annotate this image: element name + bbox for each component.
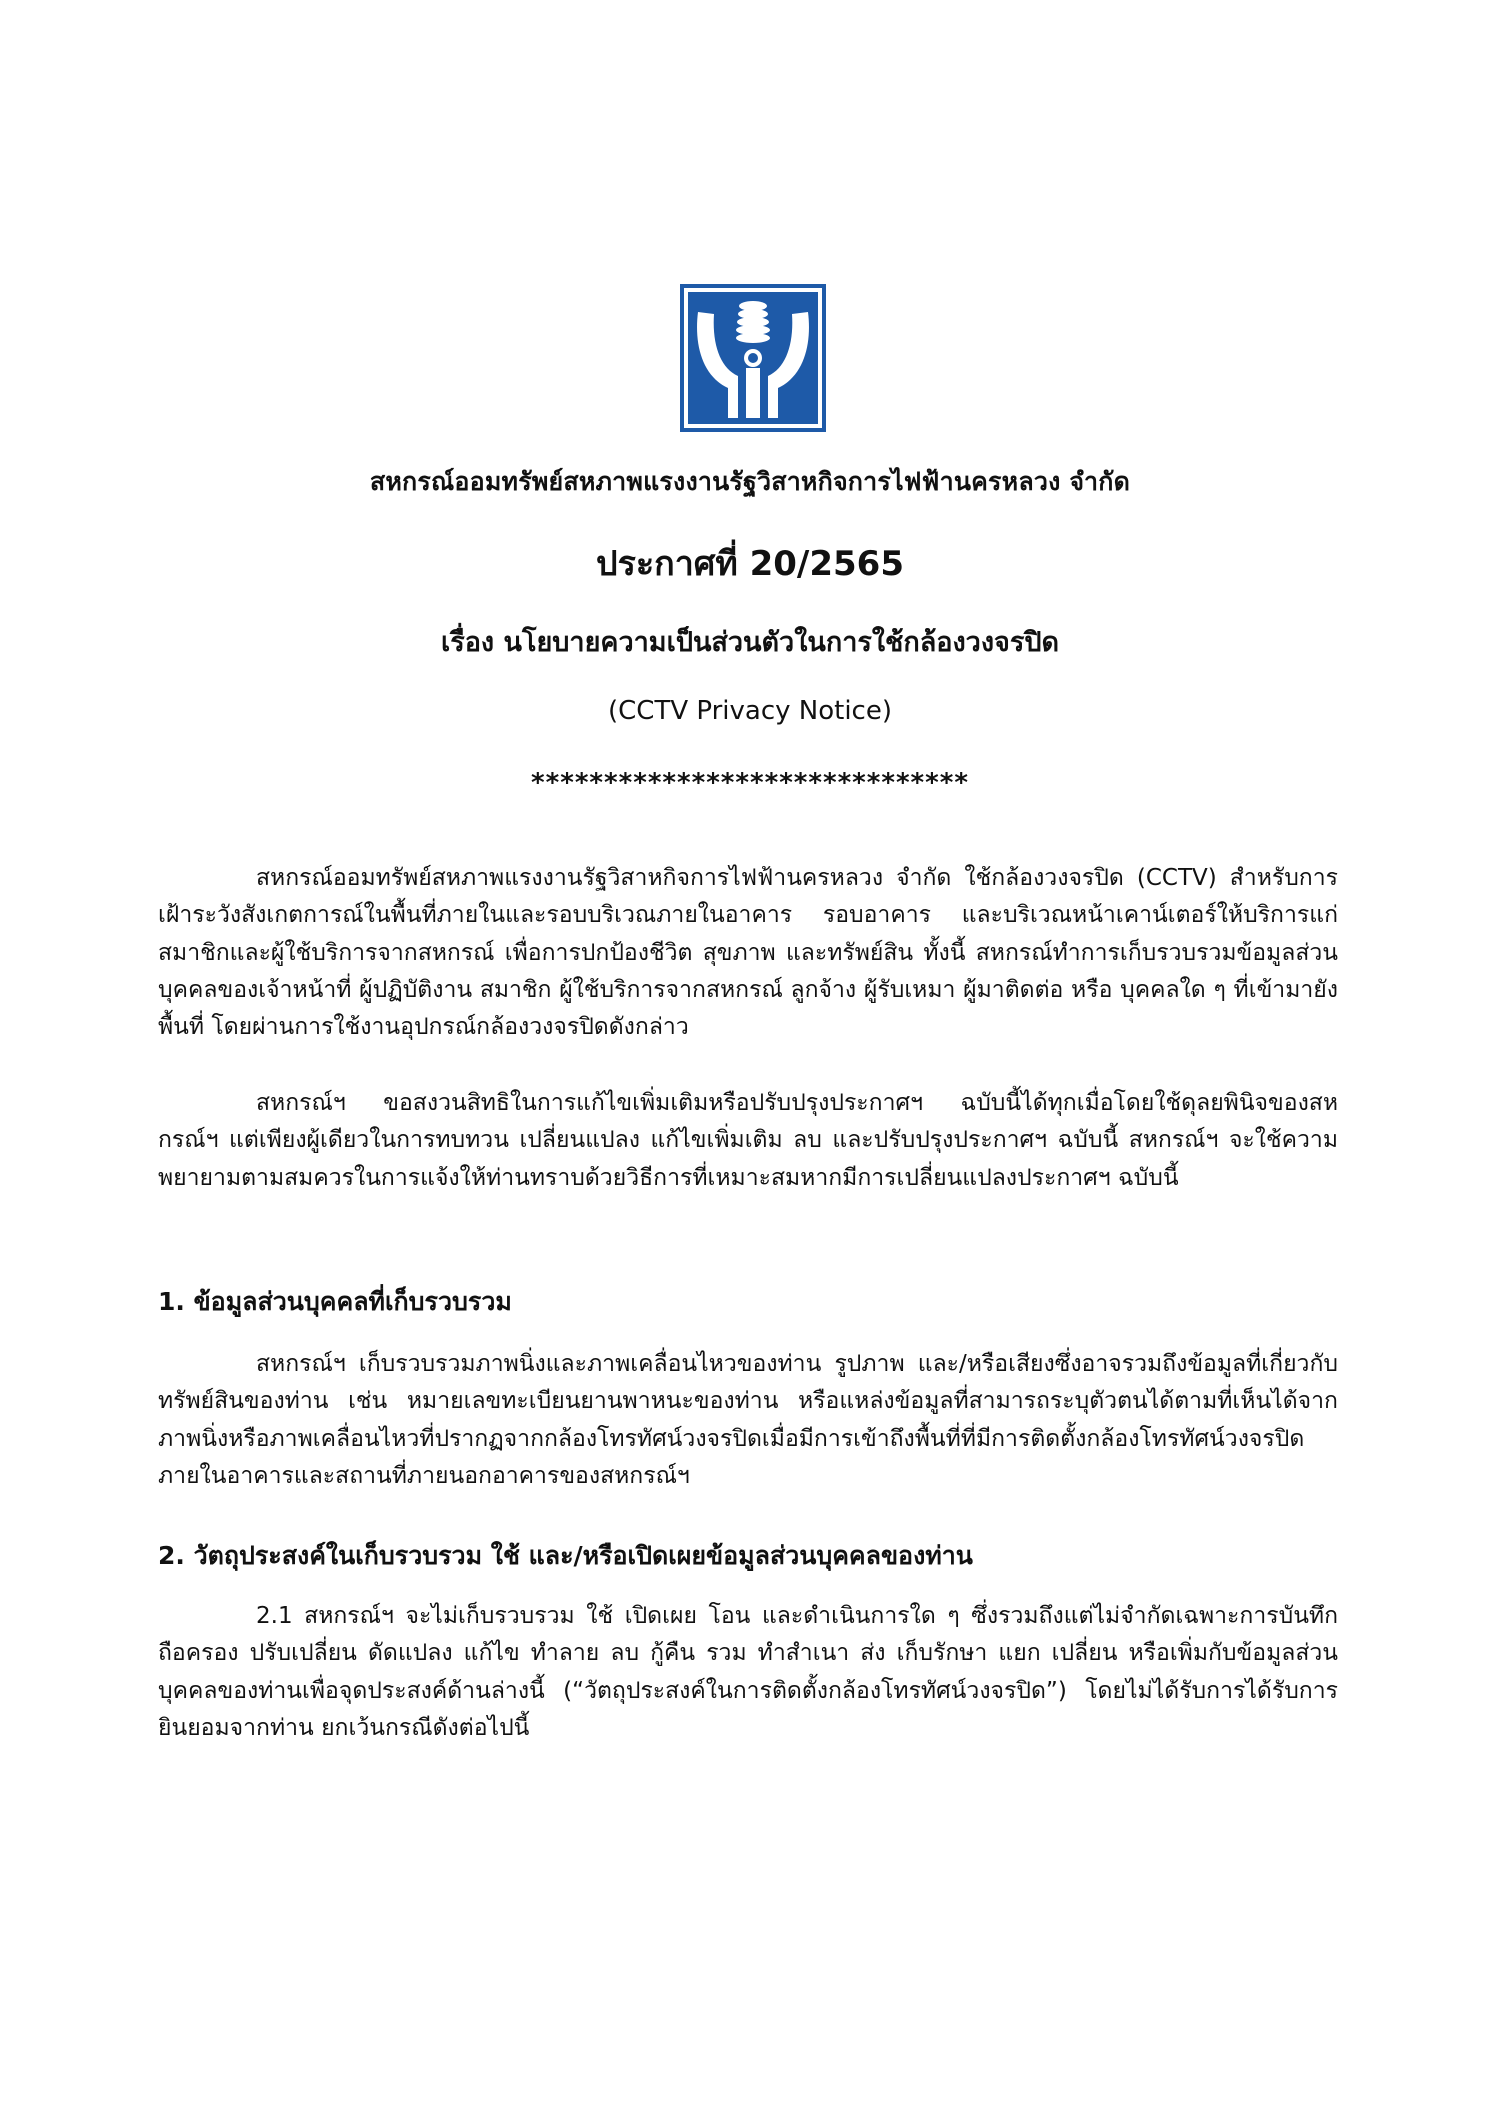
cooperative-logo-icon <box>680 284 826 432</box>
section-2-1-paragraph: 2.1 สหกรณ์ฯ จะไม่เก็บรวบรวม ใช้ เปิดเผย โอน และดำเนินการใด ๆ ซึ่งรวมถึงแต่ไม่จำกัดเฉพาะการบันทึก ถือครอง ปรับเปลี่ยน ดัดแปลง แก้ไข ทำลาย ลบ กู้คืน รวม ทำสำเนา ส่ง เก็บรักษา แยก เปลี่ยน หรือเพิ่มกับข้อมูลส่วนบุคคลของท่านเพื่อจุดประสงค์ด้านล่างนี้ (“วัตถุประสงค์ในการติดตั้งกล้องโทรทัศน์วงจรปิด”) โดยไม่ได้รับการได้รับการยินยอมจากท่าน ยกเว้นกรณีดังต่อไปนี้ <box>158 1603 1338 1741</box>
organization-name: สหกรณ์ออมทรัพย์สหภาพแรงงานรัฐวิสาหกิจการไฟฟ้านครหลวง จำกัด <box>369 467 1131 496</box>
announcement-subject: เรื่อง นโยบายความเป็นส่วนตัวในการใช้กล้องวงจรปิด <box>440 627 1060 658</box>
section-2-1-block <box>158 1598 1338 1747</box>
section-1-heading: 1. ข้อมูลส่วนบุคคลที่เก็บรวบรวม <box>158 1287 512 1316</box>
intro-paragraph-block <box>158 860 1338 1046</box>
section-2-heading: 2. วัตถุประสงค์ในเก็บรวบรวม ใช้ และ/หรือเปิดเผยข้อมูลส่วนบุคคลของท่าน <box>158 1541 973 1570</box>
intro-paragraph: สหกรณ์ออมทรัพย์สหภาพแรงงานรัฐวิสาหกิจการไฟฟ้านครหลวง จำกัด ใช้กล้องวงจรปิด (CCTV) สำหรับการเฝ้าระวังสังเกตการณ์ในพื้นที่ภายในและรอบบริเวณภายในอาคาร รอบอาคาร และบริเวณหน้าเคาน์เตอร์ให้บริการแก่สมาชิกและผู้ใช้บริการจากสหกรณ์ เพื่อการปกป้องชีวิต สุขภาพ และทรัพย์สิน ทั้งนี้ สหกรณ์ทำการเก็บรวบรวมข้อมูลส่วนบุคคลของเจ้าหน้าที่ ผู้ปฏิบัติงาน สมาชิก ผู้ใช้บริการจากสหกรณ์ ลูกจ้าง ผู้รับเหมา ผู้มาติดต่อ หรือ บุคคลใด ๆ ที่เข้ามายังพื้นที่ โดยผ่านการใช้งานอุปกรณ์กล้องวงจรปิดดังกล่าว <box>158 865 1338 1041</box>
rights-paragraph: สหกรณ์ฯ ขอสงวนสิทธิในการแก้ไขเพิ่มเติมหรือปรับปรุงประกาศฯ ฉบับนี้ได้ทุกเมื่อโดยใช้ดุลยพินิจของสหกรณ์ฯ แต่เพียงผู้เดียวในการทบทวน เปลี่ยนแปลง แก้ไขเพิ่มเติม ลบ และปรับปรุงประกาศฯ ฉบับนี้ สหกรณ์ฯ จะใช้ความพยายามตามสมควรในการแจ้งให้ท่านทราบด้วยวิธีการที่เหมาะสมหากมีการเปลี่ยนแปลงประกาศฯ ฉบับนี้ <box>158 1090 1338 1191</box>
divider-stars: ****************************** <box>531 768 969 798</box>
announcement-subject-english: (CCTV Privacy Notice) <box>608 696 892 726</box>
announcement-number: ประกาศที่ 20/2565 <box>596 544 904 584</box>
section-1-paragraph: สหกรณ์ฯ เก็บรวบรวมภาพนิ่งและภาพเคลื่อนไหวของท่าน รูปภาพ และ/หรือเสียงซึ่งอาจรวมถึงข้อมูลที่เกี่ยวกับทรัพย์สินของท่าน เช่น หมายเลขทะเบียนยานพาหนะของท่าน หรือแหล่งข้อมูลที่สามารถระบุตัวตนได้ตามที่เห็นได้จากภาพนิ่งหรือภาพเคลื่อนไหวที่ปรากฏจากกล้องโทรทัศน์วงจรปิดเมื่อมีการเข้าถึงพื้นที่ที่มีการติดตั้งกล้องโทรทัศน์วงจรปิดภายในอาคารและสถานที่ภายนอกอาคารของสหกรณ์ฯ <box>158 1351 1338 1489</box>
section-1-block <box>158 1346 1338 1495</box>
rights-paragraph-block <box>158 1085 1338 1197</box>
